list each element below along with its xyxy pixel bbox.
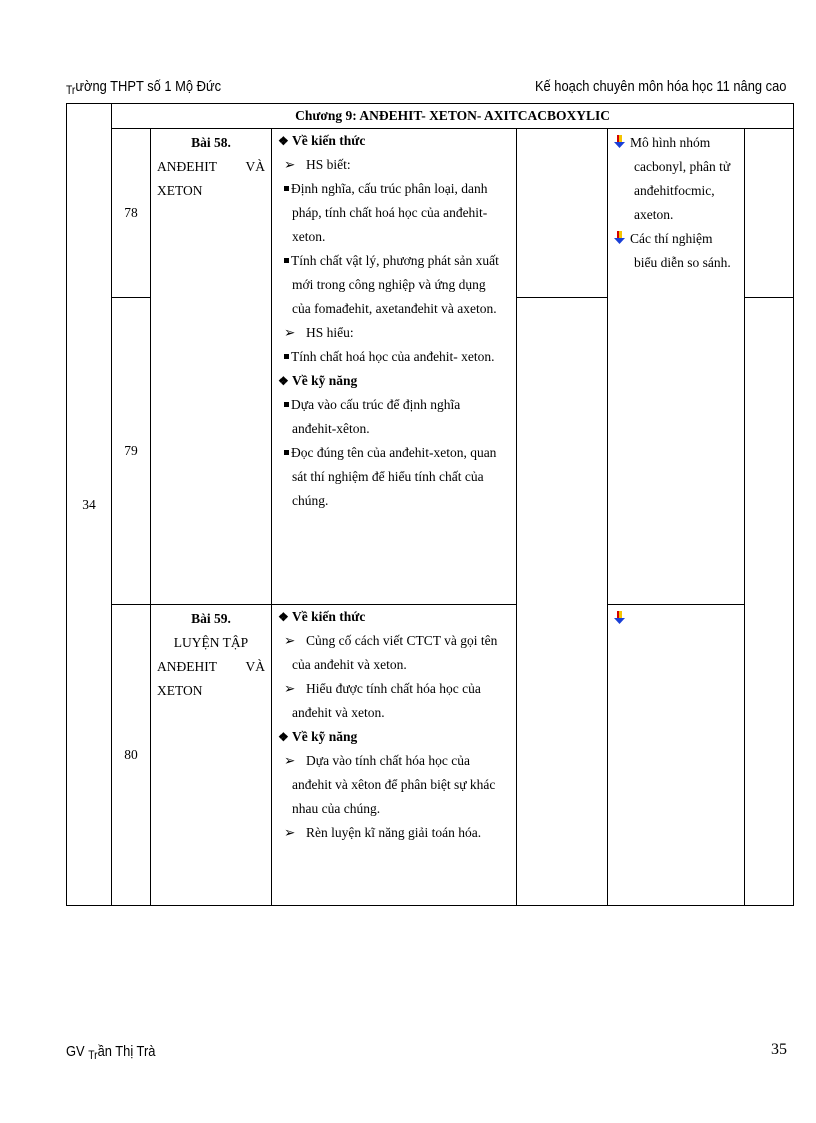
bullet-item [278, 345, 511, 369]
square-bullet-icon [284, 186, 289, 191]
diamond-bullet-icon: ❖ [278, 730, 289, 744]
arrow-item [278, 153, 511, 177]
empty-cell [517, 129, 608, 298]
diamond-bullet-icon: ❖ [278, 374, 289, 388]
continuation-line: của fomađehit, axetanđehit và axeton. [292, 301, 497, 316]
equipment-text: Mô hình nhóm [630, 135, 711, 150]
equipment-text: Các thí nghiệm [630, 231, 713, 246]
school-name [66, 78, 221, 95]
pushpin-icon [614, 227, 630, 251]
arrow-bullet-icon: ➢ [284, 325, 296, 340]
equipment-line [614, 607, 738, 631]
lesson-name-line: XETON [157, 683, 203, 698]
arrow-bullet-icon: ➢ [284, 825, 296, 840]
section-heading [278, 129, 511, 153]
continuation-line: anđehit và xeton. [292, 705, 385, 720]
teacher-name-initial: Tr [88, 1048, 98, 1062]
lesson-row [67, 605, 794, 906]
section-heading-text: Về kiến thức [292, 609, 366, 624]
arrow-item-text: Hiểu được tính chất hóa học của [306, 681, 481, 696]
square-bullet-icon [284, 402, 289, 407]
continuation-line: chúng. [292, 493, 329, 508]
square-bullet-icon [284, 258, 289, 263]
square-bullet-icon [284, 354, 289, 359]
bullet-item [278, 441, 511, 465]
section-heading-text: Về kiến thức [292, 133, 366, 148]
equipment-line [614, 179, 738, 203]
arrow-bullet-icon: ➢ [284, 157, 296, 172]
lesson-name-cell [151, 129, 272, 605]
lesson-title: Bài 58. [191, 135, 231, 150]
arrow-item-text: HS biết: [306, 157, 351, 172]
plan-title: Kế hoạch chuyên môn hóa học 11 nâng cao [534, 78, 786, 95]
diamond-bullet-icon: ❖ [278, 134, 289, 148]
period-cell [112, 129, 151, 298]
arrow-item [278, 677, 511, 701]
school-name-initial: Tr [66, 83, 76, 97]
arrow-bullet-icon: ➢ [284, 681, 296, 696]
equipment-cell [608, 605, 745, 906]
teacher-name-rest: ần Thị Trà [97, 1043, 156, 1060]
bullet-item-text: Tính chất hoá học của anđehit- xeton. [291, 349, 495, 364]
empty-cell [745, 129, 794, 298]
empty-cell [517, 298, 608, 906]
lesson-row [67, 129, 794, 298]
continuation-line: nhau của chúng. [292, 801, 381, 816]
equipment-cell [608, 129, 745, 605]
equipment-line [614, 251, 738, 275]
equipment-text: biểu diễn so sánh. [634, 255, 731, 270]
lesson-name-cell [151, 605, 272, 906]
teacher-prefix: GV [66, 1043, 89, 1060]
week-number: 34 [82, 496, 96, 512]
bullet-item [278, 177, 511, 201]
lesson-name-line: LUYỆN TẬP [173, 635, 249, 650]
lesson-content-cell [272, 129, 517, 605]
period-cell [112, 605, 151, 906]
arrow-item-text: HS hiểu: [306, 325, 354, 340]
bullet-item-text: Đọc đúng tên của anđehit-xeton, quan [291, 445, 497, 460]
week-cell [67, 104, 112, 906]
period-cell [112, 298, 151, 605]
teacher-name [66, 1043, 155, 1060]
continuation-line: mới trong công nghiệp và ứng dụng [292, 277, 486, 292]
bullet-item-text: Dựa vào cấu trúc để định nghĩa [291, 397, 461, 412]
page-number: 35 [771, 1041, 787, 1058]
period-number: 79 [124, 443, 138, 458]
chapter-title: Chương 9: ANĐEHIT- XETON- AXITCACBOXYLIC [112, 104, 794, 129]
bullet-item-text: Tính chất vật lý, phương phát sản xuất [291, 253, 499, 268]
equipment-line [614, 227, 738, 251]
equipment-line [614, 155, 738, 179]
continuation-line: pháp, tính chất hoá học của anđehit- [292, 205, 488, 220]
continuation-line: sát thí nghiệm để hiểu tính chất của [292, 469, 484, 484]
lesson-name-line: ANĐEHIT VÀ [157, 659, 265, 674]
continuation-line: xeton. [292, 229, 326, 244]
pushpin-icon [614, 131, 630, 155]
section-heading-text: Về kỹ năng [292, 373, 358, 388]
arrow-item-text: Rèn luyện kĩ năng giải toán hóa. [306, 825, 482, 840]
arrow-item-text: Dựa vào tính chất hóa học của [306, 753, 471, 768]
lesson-name-line: ANĐEHIT VÀ [157, 159, 265, 174]
lesson-name-line: XETON [157, 183, 203, 198]
arrow-item [278, 749, 511, 773]
equipment-text: cacbonyl, phân tử [634, 159, 731, 174]
square-bullet-icon [284, 450, 289, 455]
lesson-content-cell [272, 605, 517, 906]
pushpin-icon [614, 607, 630, 631]
empty-cell [745, 298, 794, 906]
section-heading-text: Về kỹ năng [292, 729, 358, 744]
equipment-text: axeton. [634, 207, 674, 222]
diamond-bullet-icon: ❖ [278, 610, 289, 624]
lesson-title: Bài 59. [191, 611, 231, 626]
period-number: 78 [124, 205, 138, 220]
equipment-line [614, 131, 738, 155]
section-heading [278, 725, 511, 749]
section-heading [278, 369, 511, 393]
school-name-rest: ường THPT số 1 Mộ Đức [75, 78, 222, 95]
continuation-line: anđehit và xêton để phân biệt sự khác [292, 777, 496, 792]
continuation-line: của anđehit và xeton. [292, 657, 407, 672]
arrow-item [278, 321, 511, 345]
arrow-bullet-icon: ➢ [284, 753, 296, 768]
arrow-item [278, 629, 511, 653]
period-number: 80 [124, 747, 138, 762]
bullet-item [278, 393, 511, 417]
chapter-row [67, 104, 794, 129]
arrow-bullet-icon: ➢ [284, 633, 296, 648]
bullet-item [278, 249, 511, 273]
lesson-plan-table [66, 103, 794, 906]
equipment-line [614, 203, 738, 227]
arrow-item-text: Củng cố cách viết CTCT và gọi tên [306, 633, 498, 648]
equipment-text: anđehitfocmic, [634, 183, 715, 198]
continuation-line: anđehit-xêton. [292, 421, 370, 436]
bullet-item-text: Định nghĩa, cấu trúc phân loại, danh [291, 181, 488, 196]
arrow-item [278, 821, 511, 845]
section-heading [278, 605, 511, 629]
